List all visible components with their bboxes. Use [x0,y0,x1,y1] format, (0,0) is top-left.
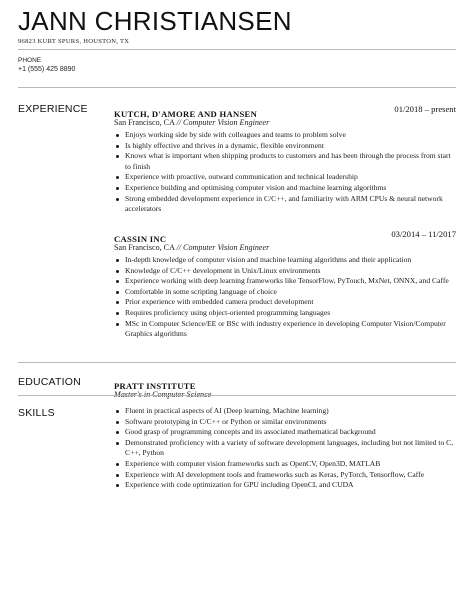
job-header [114,229,456,242]
skill-item: Experience with computer vision frameworks such as OpenCV, Open3D, MATLAB [114,459,456,470]
job-bullet: Strong embedded development experience in C/C++, and familiarity with ARM CPUs & neural network accelerators [114,194,456,215]
phone-label: PHONE [18,57,42,64]
education-divider [18,395,456,396]
section-title-experience: EXPERIENCE [18,103,88,115]
job-bullet: In-depth knowledge of computer vision and machine learning algorithms and their application [114,255,456,266]
section-title-skills: SKILLS [18,407,55,419]
job-separator: // [176,243,184,252]
job-company: KUTCH, D'AMORE AND HANSEN [114,109,258,119]
skill-item: Experience with AI development tools and frameworks such as Keras, PyTorch, Tensorflow, Caffe [114,470,456,481]
job-bullet: Experience working with deep learning frameworks like TensorFlow, PyTouch, MxNet, ONNX, and Caffe [114,276,456,287]
job-bullet: Knows what is important when shipping products to customers and has been through the process from start to finish [114,151,456,172]
job-bullet: Experience with proactive, outward communication and technical leadership [114,172,456,183]
section-title-education: EDUCATION [18,376,81,388]
job-dates: 01/2018 – present [394,104,456,114]
skill-item: Experience with code optimization for GPU including OpenCL and CUDA [114,480,456,491]
degree: Master's in Computer Science [114,390,212,399]
job-bullet: Prior experience with embedded camera product development [114,297,456,308]
job-separator: // [176,118,184,127]
job-bullet: Enjoys working side by side with colleagues and teams to problem solve [114,130,456,141]
job-bullets [114,255,456,340]
skill-item: Demonstrated proficiency with a variety of software development languages, including but not limited to C, C++, Python [114,438,456,459]
job-company: CASSIN INC [114,234,167,244]
skill-item: Software prototyping in C/C++ or Python or similar environments [114,417,456,428]
skills-entry [114,406,456,491]
job-bullet: Requires proficiency using object-oriented programming languages [114,308,456,319]
header-divider [18,49,456,50]
job-role: Computer Vision Engineer [183,243,270,252]
candidate-name: JANN CHRISTIANSEN [18,6,292,36]
job-location: San Francisco, CA [114,243,175,252]
education-header [114,376,456,389]
job-bullet: Is highly effective and thrives in a dynamic, flexible environment [114,141,456,152]
job-bullets [114,130,456,215]
job-bullet: Comfortable in some scripting language of choice [114,287,456,298]
education-entry [114,376,456,400]
contact-divider [18,87,456,88]
candidate-address: 96823 KURT SPURS, HOUSTON, TX [18,38,130,45]
job-role: Computer Vision Engineer [183,118,270,127]
phone-number: +1 (555) 425 8890 [18,66,76,73]
skills-list [114,406,456,491]
job-entry [114,104,456,215]
job-location: San Francisco, CA [114,118,175,127]
experience-divider [18,362,456,363]
job-bullet: Experience building and optimising computer vision and machine learning algorithms [114,183,456,194]
job-dates: 03/2014 – 11/2017 [391,229,456,239]
job-bullet: Knowledge of C/C++ development in Unix/Linux environments [114,266,456,277]
skill-item: Fluent in practical aspects of AI (Deep learning, Machine learning) [114,406,456,417]
school-name: PRATT INSTITUTE [114,381,196,391]
job-header [114,104,456,117]
job-bullet: MSc in Computer Science/EE or BSc with industry experience in developing Computer Vision/Computer Graphics algorithms [114,319,456,340]
job-entry [114,229,456,340]
skill-item: Good grasp of programming concepts and its associated mathematical background [114,427,456,438]
